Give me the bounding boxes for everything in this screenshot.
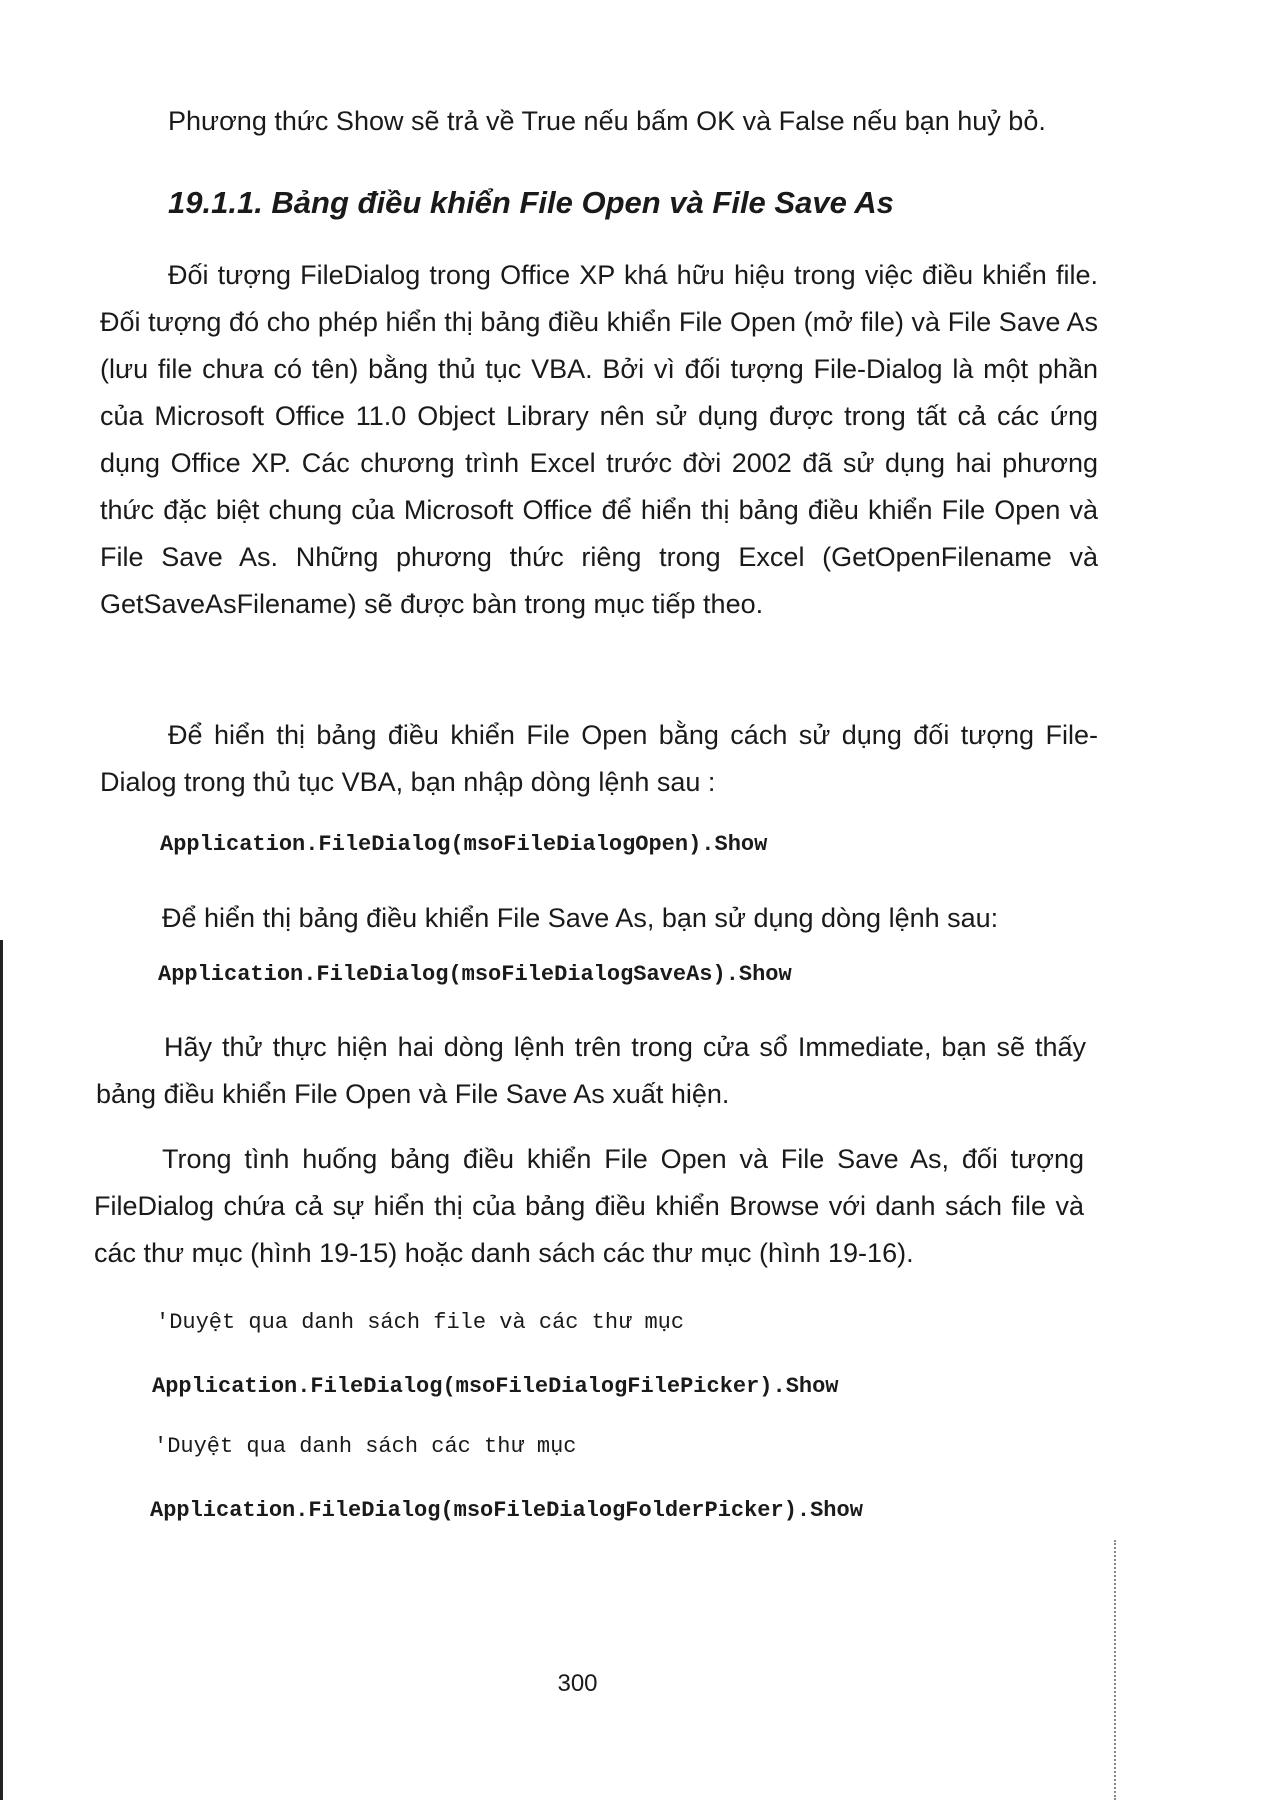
code-file-save-as: Application.FileDialog(msoFileDialogSaveAs).Show — [158, 962, 792, 987]
paragraph-try-immediate: Hãy thử thực hiện hai dòng lệnh trên trong cửa sổ Immediate, bạn sẽ thấy bảng điều khiển File Open và File Save As xuất hiện. — [96, 1032, 1086, 1109]
paragraph-browse-dialog: Trong tình huống bảng điều khiển File Open và File Save As, đối tượng FileDialog chứa cả sự hiển thị của bảng điều khiển Browse với danh sách file và các thư mục (hình 19-15) hoặc danh sách các thư mục (hình 19-16). — [94, 1144, 1084, 1268]
section-heading: 19.1.1. Bảng điều khiển File Open và File Save As — [168, 185, 894, 220]
paragraph-filedialog-intro: Đối tượng FileDialog trong Office XP khá hữu hiệu trong việc điều khiển file. Đối tượng đó cho phép hiển thị bảng điều khiển File Open (mở file) và File Save As (lưu file chưa có tên) bằng thủ tục VBA. Bởi vì đối tượng File-Dialog là một phần của Microsoft Office 11.0 Object Library nên sử dụng được trong tất cả các ứng dụng Office XP. Các chương trình Excel trước đời 2002 đã sử dụng hai phương thức đặc biệt chung của Microsoft Office để hiển thị bảng điều khiển File Open và File Save As. Những phương thức riêng trong Excel (GetOpenFilename và GetSaveAsFilename) sẽ được bàn trong mục tiếp theo. — [100, 260, 1098, 619]
scan-edge-shadow — [0, 940, 3, 1800]
paragraph-file-open-intro: Để hiển thị bảng điều khiển File Open bằng cách sử dụng đối tượng File-Dialog trong thủ tục VBA, bạn nhập dòng lệnh sau : — [100, 720, 1098, 797]
code-file-picker: Application.FileDialog(msoFileDialogFilePicker).Show — [152, 1374, 839, 1399]
paragraph-show-return-value: Phương thức Show sẽ trả về True nếu bấm OK và False nếu bạn huỷ bỏ. — [168, 106, 1046, 136]
paragraph-save-as-intro: Để hiển thị bảng điều khiển File Save As, bạn sử dụng dòng lệnh sau: — [162, 903, 999, 933]
code-file-open: Application.FileDialog(msoFileDialogOpen).Show — [160, 832, 768, 857]
code-comment-files-folders: 'Duyệt qua danh sách file và các thư mục — [156, 1310, 685, 1335]
page-number: 300 — [557, 1670, 598, 1697]
code-comment-folders: 'Duyệt qua danh sách các thư mục — [154, 1434, 577, 1459]
code-folder-picker: Application.FileDialog(msoFileDialogFolderPicker).Show — [150, 1498, 863, 1523]
scan-margin-dots — [1114, 1540, 1116, 1800]
